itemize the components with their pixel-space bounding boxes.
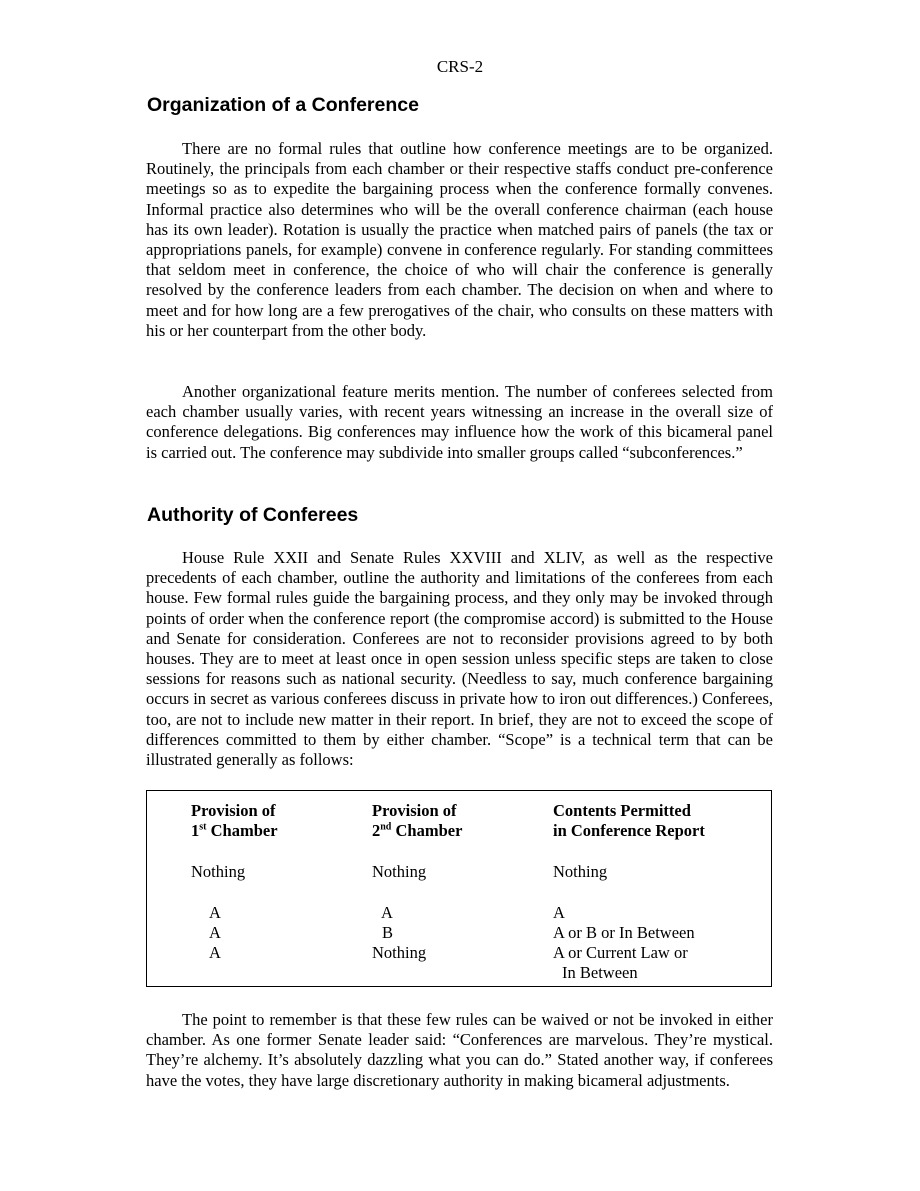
col2-header-line2: 2nd Chamber — [372, 821, 463, 841]
col1-header — [191, 801, 278, 841]
row0-col3: Nothing — [553, 862, 608, 881]
col3-header-line2: in Conference Report — [553, 821, 705, 841]
paragraph-text: There are no formal rules that outline how conference meetings are to be organized. Routinely, the principals from each chamber or their respective staffs conduct pre-conference meetings so as to expedite the bargaining process when the conference formally convenes. Informal practice also determines who will be the overall conference chairman (each house has its own leader). Rotation is usually the practice when matched pairs of panels (the tax or appropriations panels, for example) convene in conference regularly. For standing committees that seldom meet in conference, the choice of who will chair the conference is generally resolved by the conference leaders from each chamber. The decision on when and where to meet and for how long are a few prerogatives of the chair, who consults on these matters with his or her counterpart from the other body. — [146, 139, 773, 340]
col3-header-line1: Contents Permitted — [553, 801, 691, 820]
row1-col3: A — [553, 903, 565, 922]
col2-header-line1: Provision of — [372, 801, 457, 820]
col1-header-line1: Provision of — [191, 801, 276, 820]
row3-col3-cont: In Between — [562, 963, 638, 982]
paragraph-text: The point to remember is that these few rules can be waived or not be invoked in either chamber. As one former Senate leader said: “Conferences are marvelous. They’re mystical. They’re alchemy. It’s absolutely dazzling what you can do.” Stated another way, if conferees have the votes, they have large discretionary authority in making bicameral adjustments. — [146, 1010, 773, 1090]
paragraph-organization-2 — [146, 382, 773, 463]
row2-col2: B — [382, 923, 394, 942]
row1-col2: A — [381, 903, 393, 922]
col2-header — [372, 801, 462, 841]
row3-col2: Nothing — [372, 943, 427, 962]
scope-table — [146, 790, 772, 987]
paragraph-authority-1 — [146, 548, 773, 770]
section-heading-authority: Authority of Conferees — [147, 504, 359, 526]
paragraph-text: Another organizational feature merits mention. The number of conferees selected from each chamber usually varies, with recent years witnessing an increase in the overall size of conference delegations. Big conferences may influence how the work of this bicameral panel is carried out. The conference may subdivide into smaller groups called “subconferences.” — [146, 382, 773, 462]
row3-col1: A — [209, 943, 221, 962]
section-heading-organization: Organization of a Conference — [147, 94, 419, 116]
row2-col1: A — [209, 923, 221, 942]
col1-header-line2: 1st Chamber — [191, 821, 278, 841]
row0-col1: Nothing — [191, 862, 246, 881]
paragraph-organization-1 — [146, 139, 773, 341]
paragraph-authority-2 — [146, 1010, 773, 1091]
page-number-header: CRS-2 — [436, 57, 484, 76]
row0-col2: Nothing — [372, 862, 427, 881]
row1-col1: A — [209, 903, 221, 922]
row2-col3: A or B or In Between — [553, 923, 695, 942]
row3-col3: A or Current Law or — [553, 943, 688, 962]
paragraph-text: House Rule XXII and Senate Rules XXVIII and XLIV, as well as the respective precedents of each chamber, outline the authority and limitations of the conferees from each house. Few formal rules guide the bargaining process, and they only may be invoked through points of order when the conference report (the compromise accord) is submitted to the House and Senate for consideration. Conferees are not to reconsider provisions agreed to by both houses. They are to meet at least once in open session unless specific steps are taken to close sessions for reasons such as national security. (Needless to say, much conference bargaining occurs in secret as various conferees discuss in private how to iron out differences.) Conferees, too, are not to include new matter in their report. In brief, they are not to exceed the scope of differences committed to them by either chamber. “Scope” is a technical term that can be illustrated generally as follows: — [146, 548, 773, 770]
col3-header — [553, 801, 705, 841]
